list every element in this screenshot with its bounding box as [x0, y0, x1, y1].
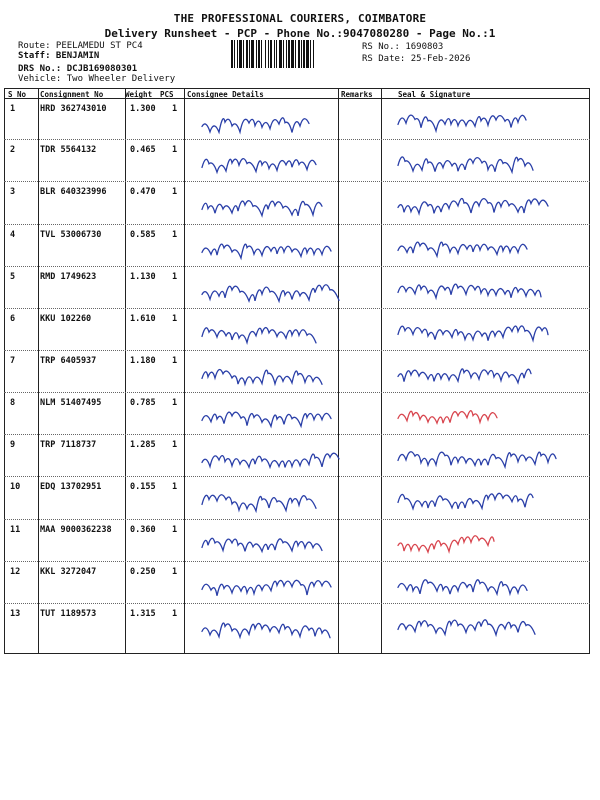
row-divider [4, 224, 590, 225]
row-weight: 0.585 [130, 230, 156, 240]
row-pcs: 1 [172, 609, 178, 619]
row-consignment-no: KKL 3272047 [40, 567, 97, 577]
consignee-handwriting [200, 189, 324, 227]
row-pcs: 1 [172, 525, 178, 535]
row-pcs: 1 [172, 145, 178, 155]
row-divider [4, 476, 590, 477]
consignee-handwriting [200, 316, 315, 354]
seal-signature [396, 482, 535, 520]
seal-signature [396, 314, 551, 352]
row-sno: 13 [10, 609, 21, 619]
row-sno: 8 [10, 398, 16, 408]
runsheet-table [4, 88, 590, 654]
consignee-handwriting [200, 569, 327, 607]
row-weight: 1.180 [130, 356, 156, 366]
table-border-right [589, 88, 590, 654]
row-pcs: 1 [172, 482, 178, 492]
row-consignment-no: EDQ 13702951 [40, 482, 102, 492]
header-weight: Weight [125, 90, 153, 99]
row-consignment-no: BLR 640323996 [40, 187, 107, 197]
row-weight: 0.155 [130, 482, 156, 492]
row-pcs: 1 [172, 187, 178, 197]
row-divider [4, 434, 590, 435]
table-bottom-border [4, 653, 590, 654]
header-pcs: PCS [160, 90, 174, 99]
consignee-handwriting [200, 274, 338, 312]
runsheet-subtitle: Delivery Runsheet - PCP - Phone No.:9047080280 - Page No.:1 [104, 27, 496, 40]
row-pcs: 1 [172, 272, 178, 282]
table-border-left [4, 88, 5, 654]
row-consignment-no: NLM 51407495 [40, 398, 102, 408]
seal-hold-remark [396, 525, 496, 563]
header-consignee: Consignee Details [187, 90, 264, 99]
column-divider [125, 88, 126, 654]
seal-signature [396, 145, 537, 183]
row-divider [4, 308, 590, 309]
row-consignment-no: HRD 362743010 [40, 104, 107, 114]
row-pcs: 1 [172, 104, 178, 114]
seal-signature [396, 187, 548, 225]
column-divider [381, 88, 382, 654]
seal-signature [396, 440, 554, 478]
row-weight: 1.315 [130, 609, 156, 619]
row-consignment-no: TDR 5564132 [40, 145, 97, 155]
consignee-handwriting [200, 147, 317, 185]
row-pcs: 1 [172, 567, 178, 577]
row-divider [4, 350, 590, 351]
staff-label: Staff: BENJAMIN [18, 51, 100, 61]
column-divider [38, 88, 39, 654]
header-consignment: Consignment No [40, 90, 104, 99]
row-pcs: 1 [172, 356, 178, 366]
column-divider [184, 88, 185, 654]
row-pcs: 1 [172, 314, 178, 324]
seal-signature [396, 567, 527, 605]
row-sno: 3 [10, 187, 16, 197]
row-weight: 0.465 [130, 145, 156, 155]
row-pcs: 1 [172, 440, 178, 450]
header-seal: Seal & Signature [398, 90, 471, 99]
consignee-handwriting [200, 358, 322, 396]
row-consignment-no: TRP 7118737 [40, 440, 97, 450]
row-divider [4, 266, 590, 267]
row-weight: 0.360 [130, 525, 156, 535]
row-consignment-no: MAA 9000362238 [40, 525, 112, 535]
seal-signature [396, 272, 540, 310]
row-sno: 2 [10, 145, 16, 155]
row-weight: 1.300 [130, 104, 156, 114]
row-divider [4, 181, 590, 182]
row-divider [4, 519, 590, 520]
vehicle-label: Vehicle: Two Wheeler Delivery [18, 74, 176, 84]
rs-date: RS Date: 25-Feb-2026 [362, 54, 471, 64]
row-sno: 1 [10, 104, 16, 114]
row-consignment-no: TVL 53006730 [40, 230, 102, 240]
company-title: THE PROFESSIONAL COURIERS, COIMBATORE [173, 12, 427, 25]
row-sno: 12 [10, 567, 21, 577]
row-weight: 0.785 [130, 398, 156, 408]
row-weight: 1.130 [130, 272, 156, 282]
row-pcs: 1 [172, 398, 178, 408]
seal-signature [396, 356, 532, 394]
header-remarks: Remarks [341, 90, 373, 99]
barcode [231, 40, 357, 68]
row-sno: 11 [10, 525, 21, 535]
route-label: Route: PEELAMEDU ST PC4 [18, 41, 143, 51]
consignee-handwriting [200, 527, 320, 565]
consignee-handwriting [200, 400, 329, 438]
row-weight: 1.610 [130, 314, 156, 324]
row-divider [4, 139, 590, 140]
rs-number: RS No.: 1690803 [362, 42, 444, 52]
row-divider [4, 392, 590, 393]
row-consignment-no: TRP 6405937 [40, 356, 97, 366]
seal-signature [396, 104, 526, 142]
row-sno: 5 [10, 272, 16, 282]
row-weight: 0.250 [130, 567, 156, 577]
seal-signature [396, 230, 529, 268]
row-divider [4, 561, 590, 562]
row-pcs: 1 [172, 230, 178, 240]
seal-signature [396, 609, 538, 647]
row-sno: 6 [10, 314, 16, 324]
row-sno: 4 [10, 230, 16, 240]
header-sno: S No [8, 90, 27, 99]
row-consignment-no: RMD 1749623 [40, 272, 97, 282]
column-divider [338, 88, 339, 654]
consignee-handwriting [200, 442, 336, 480]
row-sno: 7 [10, 356, 16, 366]
row-consignment-no: KKU 102260 [40, 314, 92, 324]
consignee-handwriting [200, 611, 334, 649]
row-weight: 0.470 [130, 187, 156, 197]
row-consignment-no: TUT 1189573 [40, 609, 97, 619]
consignee-handwriting [200, 232, 331, 270]
row-divider [4, 603, 590, 604]
row-sno: 9 [10, 440, 16, 450]
drs-number: DRS No.: DCJB169080301 [18, 64, 138, 74]
consignee-handwriting [200, 484, 313, 522]
row-sno: 10 [10, 482, 21, 492]
table-top-border [4, 88, 590, 89]
seal-hold-remark [396, 398, 496, 436]
row-weight: 1.285 [130, 440, 156, 450]
